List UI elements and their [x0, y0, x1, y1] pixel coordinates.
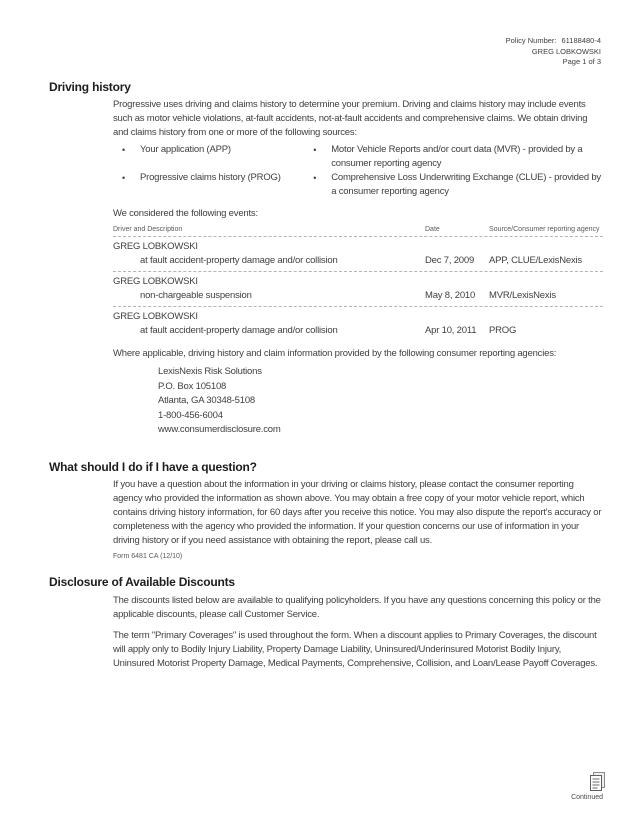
policy-number-label: Policy Number:: [505, 36, 557, 45]
bullet-item: [304, 171, 603, 199]
event-date: Dec 7, 2009: [425, 255, 475, 266]
discounts-paragraph: The term "Primary Coverages" is used throughout the form. When a discount applies to Primary Coverages, the discount will apply only to Bodily Injury Liability, Property Damage Liability, Uninsured/Underinsured Motorist Bodily Injury, Uninsured Motorist Property Damage, Medical Payments, Comprehensive, Collision, and Loan/Lease Payoff Coverages.: [113, 629, 598, 669]
agency-name: LexisNexis Risk Solutions: [158, 366, 262, 377]
driver-name: GREG LOBKOWSKI: [113, 276, 198, 287]
question-section: [49, 460, 603, 560]
table-row: [113, 307, 603, 341]
agency-address: [158, 365, 603, 438]
stacked-pages-icon: [585, 771, 607, 795]
bullet-icon: •: [313, 173, 317, 183]
column-header-driver: Driver and Description: [113, 226, 183, 233]
event-source: APP, CLUE/LexisNexis: [489, 255, 582, 266]
table-row: [113, 237, 603, 272]
footer-continued: [571, 771, 608, 801]
event-description: at fault accident-property damage and/or collision: [140, 325, 338, 336]
page-header: [506, 36, 601, 68]
question-body: If you have a question about the information in your driving or claims history, please contact the consumer reporting agency who provided the information as shown above. You may obtain a free copy of your motor vehicle report, which contains driving history information, for 60 days after you receive this notice. You may also dispute the report's accuracy or completeness with the agency who provided the information. If your question concerns our use of information in your driving history or if you need assistance with obtaining the report, please call us.: [113, 478, 602, 546]
continued-label: Continued: [571, 794, 603, 801]
source-label: Progressive claims history (PROG): [140, 172, 281, 183]
event-description: non-chargeable suspension: [140, 290, 252, 301]
bullet-icon: •: [313, 145, 317, 155]
policy-number-value: 61188480-4: [561, 36, 601, 45]
agencies-intro: Where applicable, driving history and claim information provided by the following consumer reporting agencies:: [113, 348, 557, 359]
discounts-paragraph: The discounts listed below are available to qualifying policyholders. If you have any questions concerning this policy or the applicable discounts, please call Customer Service.: [113, 594, 601, 620]
column-header-source: Source/Consumer reporting agency: [489, 226, 600, 233]
agency-website: www.consumerdisclosure.com: [158, 424, 281, 435]
form-number: Form 6481 CA (12/10): [113, 552, 183, 560]
table-row: [113, 272, 603, 307]
column-header-date: Date: [425, 226, 440, 233]
driving-history-title: Driving history: [49, 80, 131, 94]
event-source: MVR/LexisNexis: [489, 290, 556, 301]
sources-column-right: [304, 143, 603, 199]
event-date: Apr 10, 2011: [425, 325, 477, 336]
document-body: [49, 80, 603, 671]
source-label: Motor Vehicle Reports and/or court data (MVR) - provided by a consumer reporting agency: [331, 144, 583, 169]
discounts-section: [49, 575, 603, 671]
driving-history-intro: Progressive uses driving and claims history to determine your premium. Driving and claims history may include events such as motor vehicle violations, at-fault accidents, not-at-fault accidents and comprehensive claims. We obtain driving and claims history from one or more of the following sources:: [113, 99, 588, 138]
events-table: [113, 226, 603, 341]
source-label: Comprehensive Loss Underwriting Exchange (CLUE) - provided by a consumer reporting agency: [331, 172, 601, 197]
source-label: Your application (APP): [140, 144, 231, 155]
driver-name: GREG LOBKOWSKI: [113, 241, 198, 252]
sources-bullet-list: [113, 143, 603, 199]
bullet-item: [304, 143, 603, 171]
agency-city-state-zip: Atlanta, GA 30348-5108: [158, 395, 256, 406]
question-section-title: What should I do if I have a question?: [49, 459, 257, 474]
agency-po-box: P.O. Box 105108: [158, 380, 227, 392]
event-source: PROG: [489, 325, 517, 336]
agency-phone: 1-800-456-6004: [158, 409, 223, 421]
insured-name: GREG LOBKOWSKI: [531, 46, 601, 56]
bullet-item: [113, 171, 304, 185]
bullet-icon: •: [122, 145, 125, 155]
driving-history-section: [49, 80, 603, 438]
sources-column-left: [113, 143, 304, 199]
bullet-item: [113, 143, 304, 157]
event-date: May 8, 2010: [425, 290, 476, 301]
events-intro: We considered the following events:: [113, 208, 258, 219]
events-table-header: [113, 226, 603, 237]
event-description: at fault accident-property damage and/or collision: [140, 255, 338, 266]
policy-number-line: [506, 36, 601, 47]
discounts-section-title: Disclosure of Available Discounts: [49, 574, 235, 589]
bullet-icon: •: [122, 173, 125, 183]
driver-name: GREG LOBKOWSKI: [113, 311, 198, 322]
page-indicator: Page 1 of 3: [562, 57, 601, 66]
